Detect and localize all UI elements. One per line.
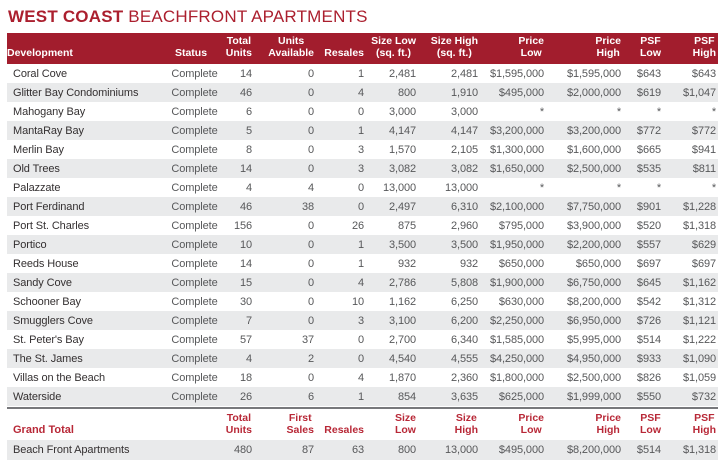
table-row bbox=[7, 140, 718, 159]
development-name: Port St. Charles bbox=[13, 219, 90, 232]
value-cell: 30 bbox=[239, 295, 252, 308]
value-cell: 6 bbox=[307, 390, 314, 403]
value-cell: 0 bbox=[357, 200, 364, 213]
development-name: St. Peter's Bay bbox=[13, 333, 84, 346]
value-cell: 5 bbox=[245, 124, 252, 137]
column-header-units-available: Units Available bbox=[259, 33, 321, 64]
value-cell: 0 bbox=[357, 181, 364, 194]
status-cell: Complete bbox=[171, 86, 218, 99]
value-cell: 4 bbox=[307, 181, 314, 194]
status-cell: Complete bbox=[171, 276, 218, 289]
value-cell: 2,105 bbox=[450, 143, 478, 156]
value-cell: $732 bbox=[691, 390, 716, 403]
value-cell: 0 bbox=[357, 333, 364, 346]
table-row bbox=[7, 178, 718, 197]
table-row bbox=[7, 254, 718, 273]
value-cell: $1,585,000 bbox=[489, 333, 544, 346]
grand-total-value: 800 bbox=[397, 444, 416, 456]
value-cell: 2,700 bbox=[388, 333, 416, 346]
value-cell: 10 bbox=[239, 238, 252, 251]
value-cell: $520 bbox=[636, 219, 661, 232]
value-cell: $6,750,000 bbox=[566, 276, 621, 289]
column-header-development: Development bbox=[7, 33, 167, 64]
value-cell: * bbox=[539, 181, 544, 194]
value-cell: $1,228 bbox=[682, 200, 716, 213]
value-cell: $697 bbox=[691, 257, 716, 270]
value-cell: $3,200,000 bbox=[489, 124, 544, 137]
column-header-total-units: Total Units bbox=[222, 33, 259, 64]
value-cell: 0 bbox=[357, 352, 364, 365]
table-row bbox=[7, 292, 718, 311]
apartments-table bbox=[7, 33, 718, 406]
value-cell: 3,500 bbox=[388, 238, 416, 251]
value-cell: $1,162 bbox=[682, 276, 716, 289]
grand-total-value: 480 bbox=[233, 444, 252, 456]
value-cell: 0 bbox=[307, 162, 314, 175]
value-cell: $1,800,000 bbox=[489, 371, 544, 384]
value-cell: 4,540 bbox=[388, 352, 416, 365]
value-cell: $3,200,000 bbox=[566, 124, 621, 137]
value-cell: 57 bbox=[239, 333, 252, 346]
value-cell: $2,500,000 bbox=[566, 162, 621, 175]
column-header-resales: Resales bbox=[324, 423, 364, 436]
value-cell: $629 bbox=[691, 238, 716, 251]
column-header-size-low: Size Low bbox=[394, 412, 416, 436]
grand-total-header bbox=[7, 409, 718, 440]
development-name: Smugglers Cove bbox=[13, 314, 93, 327]
column-header-size-low-sq-ft: Size Low (sq. ft.) bbox=[371, 33, 423, 64]
grand-total-header-row bbox=[7, 409, 718, 440]
value-cell: $1,950,000 bbox=[489, 238, 544, 251]
table-row bbox=[7, 197, 718, 216]
value-cell: 3,082 bbox=[450, 162, 478, 175]
table-header bbox=[7, 33, 718, 64]
value-cell: $625,000 bbox=[498, 390, 544, 403]
grand-total-body bbox=[7, 440, 718, 460]
column-header-first-sales: First Sales bbox=[286, 412, 314, 436]
value-cell: $941 bbox=[691, 143, 716, 156]
value-cell: $514 bbox=[636, 333, 661, 346]
value-cell: 46 bbox=[239, 86, 252, 99]
value-cell: 4 bbox=[357, 371, 364, 384]
value-cell: 1 bbox=[357, 390, 364, 403]
development-name: Sandy Cove bbox=[13, 276, 72, 289]
column-header-price-low: Price Low bbox=[485, 33, 551, 64]
value-cell: $1,090 bbox=[682, 352, 716, 365]
value-cell: 1,870 bbox=[388, 371, 416, 384]
value-cell: 38 bbox=[301, 200, 314, 213]
value-cell: 0 bbox=[307, 276, 314, 289]
value-cell: 0 bbox=[307, 295, 314, 308]
value-cell: $2,500,000 bbox=[566, 371, 621, 384]
value-cell: $1,312 bbox=[682, 295, 716, 308]
development-name: Portico bbox=[13, 238, 47, 251]
value-cell: 15 bbox=[239, 276, 252, 289]
column-header-price-high: Price High bbox=[595, 412, 621, 436]
table-body bbox=[7, 64, 718, 406]
value-cell: 4 bbox=[357, 276, 364, 289]
grand-total-name: Beach Front Apartments bbox=[13, 444, 130, 456]
value-cell: 14 bbox=[239, 67, 252, 80]
development-name: Merlin Bay bbox=[13, 143, 64, 156]
value-cell: $1,222 bbox=[682, 333, 716, 346]
value-cell: 2 bbox=[307, 352, 314, 365]
value-cell: $795,000 bbox=[498, 219, 544, 232]
value-cell: 1 bbox=[357, 238, 364, 251]
value-cell: $697 bbox=[636, 257, 661, 270]
value-cell: $6,950,000 bbox=[566, 314, 621, 327]
report-page bbox=[0, 7, 725, 460]
value-cell: 2,786 bbox=[388, 276, 416, 289]
value-cell: $1,047 bbox=[682, 86, 716, 99]
table-row bbox=[7, 368, 718, 387]
value-cell: 2,481 bbox=[450, 67, 478, 80]
table-row bbox=[7, 64, 718, 83]
status-cell: Complete bbox=[171, 105, 218, 118]
value-cell: 3,000 bbox=[450, 105, 478, 118]
value-cell: 0 bbox=[307, 371, 314, 384]
value-cell: $2,100,000 bbox=[489, 200, 544, 213]
value-cell: $1,121 bbox=[682, 314, 716, 327]
development-name: The St. James bbox=[13, 352, 83, 365]
development-name: Palazzate bbox=[13, 181, 61, 194]
grand-total-table bbox=[7, 409, 718, 460]
value-cell: $2,250,000 bbox=[489, 314, 544, 327]
value-cell: 4,147 bbox=[450, 124, 478, 137]
value-cell: 8 bbox=[245, 143, 252, 156]
value-cell: $1,650,000 bbox=[489, 162, 544, 175]
grand-total-value: $8,200,000 bbox=[566, 444, 621, 456]
value-cell: $650,000 bbox=[575, 257, 621, 270]
value-cell: 1 bbox=[357, 257, 364, 270]
value-cell: 1 bbox=[357, 67, 364, 80]
value-cell: 10 bbox=[351, 295, 364, 308]
development-name: Reeds House bbox=[13, 257, 79, 270]
value-cell: 46 bbox=[239, 200, 252, 213]
status-cell: Complete bbox=[171, 333, 218, 346]
value-cell: * bbox=[711, 105, 716, 118]
value-cell: * bbox=[711, 181, 716, 194]
value-cell: 3,000 bbox=[388, 105, 416, 118]
value-cell: * bbox=[539, 105, 544, 118]
page-title-regular: BEACHFRONT APARTMENTS bbox=[128, 7, 368, 26]
table-row bbox=[7, 235, 718, 254]
status-cell: Complete bbox=[171, 314, 218, 327]
status-cell: Complete bbox=[171, 67, 218, 80]
value-cell: 932 bbox=[397, 257, 416, 270]
table-row bbox=[7, 273, 718, 292]
value-cell: 5,808 bbox=[450, 276, 478, 289]
value-cell: 6 bbox=[245, 105, 252, 118]
value-cell: $1,300,000 bbox=[489, 143, 544, 156]
grand-total-value: 63 bbox=[351, 444, 364, 456]
table-row bbox=[7, 349, 718, 368]
column-header-psf-high: PSF High bbox=[668, 33, 718, 64]
development-name: Old Trees bbox=[13, 162, 60, 175]
value-cell: 156 bbox=[233, 219, 252, 232]
grand-total-row bbox=[7, 440, 718, 460]
value-cell: $1,059 bbox=[682, 371, 716, 384]
value-cell: 800 bbox=[397, 86, 416, 99]
column-header-status: Status bbox=[167, 33, 222, 64]
value-cell: $1,900,000 bbox=[489, 276, 544, 289]
value-cell: * bbox=[656, 105, 661, 118]
value-cell: $2,000,000 bbox=[566, 86, 621, 99]
table-row bbox=[7, 121, 718, 140]
table-row bbox=[7, 387, 718, 406]
value-cell: 3 bbox=[357, 314, 364, 327]
table-row bbox=[7, 83, 718, 102]
value-cell: $901 bbox=[636, 200, 661, 213]
column-header-total-units: Total Units bbox=[225, 412, 252, 436]
value-cell: 6,340 bbox=[450, 333, 478, 346]
page-title bbox=[8, 7, 718, 26]
column-header-psf-low: PSF Low bbox=[628, 33, 668, 64]
value-cell: $933 bbox=[636, 352, 661, 365]
value-cell: $1,318 bbox=[682, 219, 716, 232]
value-cell: 1,162 bbox=[388, 295, 416, 308]
value-cell: $3,900,000 bbox=[566, 219, 621, 232]
value-cell: 26 bbox=[239, 390, 252, 403]
value-cell: $542 bbox=[636, 295, 661, 308]
development-name: MantaRay Bay bbox=[13, 124, 84, 137]
value-cell: 3,082 bbox=[388, 162, 416, 175]
table-row bbox=[7, 159, 718, 178]
table-row bbox=[7, 102, 718, 121]
value-cell: 0 bbox=[307, 67, 314, 80]
value-cell: $535 bbox=[636, 162, 661, 175]
value-cell: 4,555 bbox=[450, 352, 478, 365]
development-name: Villas on the Beach bbox=[13, 371, 106, 384]
development-name: Glitter Bay Condominiums bbox=[13, 86, 139, 99]
value-cell: 3 bbox=[357, 143, 364, 156]
value-cell: $550 bbox=[636, 390, 661, 403]
grand-total-value: 13,000 bbox=[444, 444, 478, 456]
development-name: Port Ferdinand bbox=[13, 200, 85, 213]
value-cell: 1 bbox=[357, 124, 364, 137]
value-cell: $645 bbox=[636, 276, 661, 289]
status-cell: Complete bbox=[171, 200, 218, 213]
value-cell: 18 bbox=[239, 371, 252, 384]
status-cell: Complete bbox=[171, 162, 218, 175]
value-cell: 13,000 bbox=[444, 181, 478, 194]
table-row bbox=[7, 311, 718, 330]
status-cell: Complete bbox=[171, 238, 218, 251]
column-header-psf-high: PSF High bbox=[692, 412, 716, 436]
value-cell: $772 bbox=[636, 124, 661, 137]
status-cell: Complete bbox=[171, 124, 218, 137]
value-cell: $8,200,000 bbox=[566, 295, 621, 308]
value-cell: 6,200 bbox=[450, 314, 478, 327]
grand-total-label: Grand Total bbox=[13, 423, 74, 436]
value-cell: 2,481 bbox=[388, 67, 416, 80]
value-cell: $4,250,000 bbox=[489, 352, 544, 365]
value-cell: $5,995,000 bbox=[566, 333, 621, 346]
status-cell: Complete bbox=[171, 257, 218, 270]
column-header-psf-low: PSF Low bbox=[640, 412, 661, 436]
value-cell: $1,595,000 bbox=[566, 67, 621, 80]
value-cell: $557 bbox=[636, 238, 661, 251]
value-cell: $772 bbox=[691, 124, 716, 137]
value-cell: 2,360 bbox=[450, 371, 478, 384]
value-cell: 875 bbox=[397, 219, 416, 232]
status-cell: Complete bbox=[171, 390, 218, 403]
value-cell: $7,750,000 bbox=[566, 200, 621, 213]
value-cell: 2,497 bbox=[388, 200, 416, 213]
header-row bbox=[7, 33, 718, 64]
value-cell: 1,910 bbox=[450, 86, 478, 99]
value-cell: 13,000 bbox=[382, 181, 416, 194]
value-cell: $630,000 bbox=[498, 295, 544, 308]
status-cell: Complete bbox=[171, 295, 218, 308]
value-cell: * bbox=[656, 181, 661, 194]
status-cell: Complete bbox=[171, 181, 218, 194]
value-cell: $643 bbox=[636, 67, 661, 80]
value-cell: 4 bbox=[357, 86, 364, 99]
development-name: Waterside bbox=[13, 390, 62, 403]
value-cell: $1,595,000 bbox=[489, 67, 544, 80]
status-cell: Complete bbox=[171, 219, 218, 232]
value-cell: 3,500 bbox=[450, 238, 478, 251]
value-cell: 3,635 bbox=[450, 390, 478, 403]
value-cell: 4 bbox=[245, 352, 252, 365]
value-cell: 0 bbox=[307, 143, 314, 156]
value-cell: 0 bbox=[307, 314, 314, 327]
table-row bbox=[7, 330, 718, 349]
column-header-price-low: Price Low bbox=[518, 412, 544, 436]
column-header-size-high: Size High bbox=[454, 412, 478, 436]
grand-total-value: $1,318 bbox=[682, 444, 716, 456]
value-cell: $495,000 bbox=[498, 86, 544, 99]
value-cell: 4,147 bbox=[388, 124, 416, 137]
value-cell: $811 bbox=[692, 162, 716, 175]
value-cell: 26 bbox=[351, 219, 364, 232]
value-cell: $643 bbox=[691, 67, 716, 80]
value-cell: $726 bbox=[636, 314, 661, 327]
value-cell: 0 bbox=[307, 238, 314, 251]
value-cell: $1,999,000 bbox=[566, 390, 621, 403]
value-cell: $665 bbox=[636, 143, 661, 156]
value-cell: 3 bbox=[357, 162, 364, 175]
page-title-bold: WEST COAST bbox=[8, 7, 124, 26]
value-cell: 0 bbox=[357, 105, 364, 118]
value-cell: 14 bbox=[239, 162, 252, 175]
value-cell: $1,600,000 bbox=[566, 143, 621, 156]
value-cell: $4,950,000 bbox=[566, 352, 621, 365]
value-cell: 0 bbox=[307, 105, 314, 118]
status-cell: Complete bbox=[171, 371, 218, 384]
value-cell: 932 bbox=[459, 257, 478, 270]
table-row bbox=[7, 216, 718, 235]
value-cell: 0 bbox=[307, 219, 314, 232]
grand-total-value: $514 bbox=[636, 444, 661, 456]
value-cell: 6,250 bbox=[450, 295, 478, 308]
column-header-resales: Resales bbox=[321, 33, 371, 64]
value-cell: 3,100 bbox=[388, 314, 416, 327]
value-cell: $619 bbox=[636, 86, 661, 99]
value-cell: * bbox=[616, 181, 621, 194]
value-cell: 4 bbox=[245, 181, 252, 194]
value-cell: $2,200,000 bbox=[566, 238, 621, 251]
value-cell: 7 bbox=[245, 314, 252, 327]
value-cell: 2,960 bbox=[450, 219, 478, 232]
value-cell: 0 bbox=[307, 257, 314, 270]
value-cell: $650,000 bbox=[498, 257, 544, 270]
grand-total-value: 87 bbox=[301, 444, 314, 456]
status-cell: Complete bbox=[171, 143, 218, 156]
value-cell: $826 bbox=[636, 371, 661, 384]
development-name: Schooner Bay bbox=[13, 295, 81, 308]
status-cell: Complete bbox=[171, 352, 218, 365]
column-header-price-high: Price High bbox=[551, 33, 628, 64]
value-cell: 37 bbox=[301, 333, 314, 346]
value-cell: 14 bbox=[239, 257, 252, 270]
grand-total-value: $495,000 bbox=[498, 444, 544, 456]
development-name: Mahogany Bay bbox=[13, 105, 86, 118]
development-name: Coral Cove bbox=[13, 67, 68, 80]
value-cell: 854 bbox=[397, 390, 416, 403]
value-cell: * bbox=[616, 105, 621, 118]
column-header-size-high-sq-ft: Size High (sq. ft.) bbox=[423, 33, 485, 64]
value-cell: 0 bbox=[307, 124, 314, 137]
value-cell: 1,570 bbox=[388, 143, 416, 156]
value-cell: 0 bbox=[307, 86, 314, 99]
value-cell: 6,310 bbox=[450, 200, 478, 213]
